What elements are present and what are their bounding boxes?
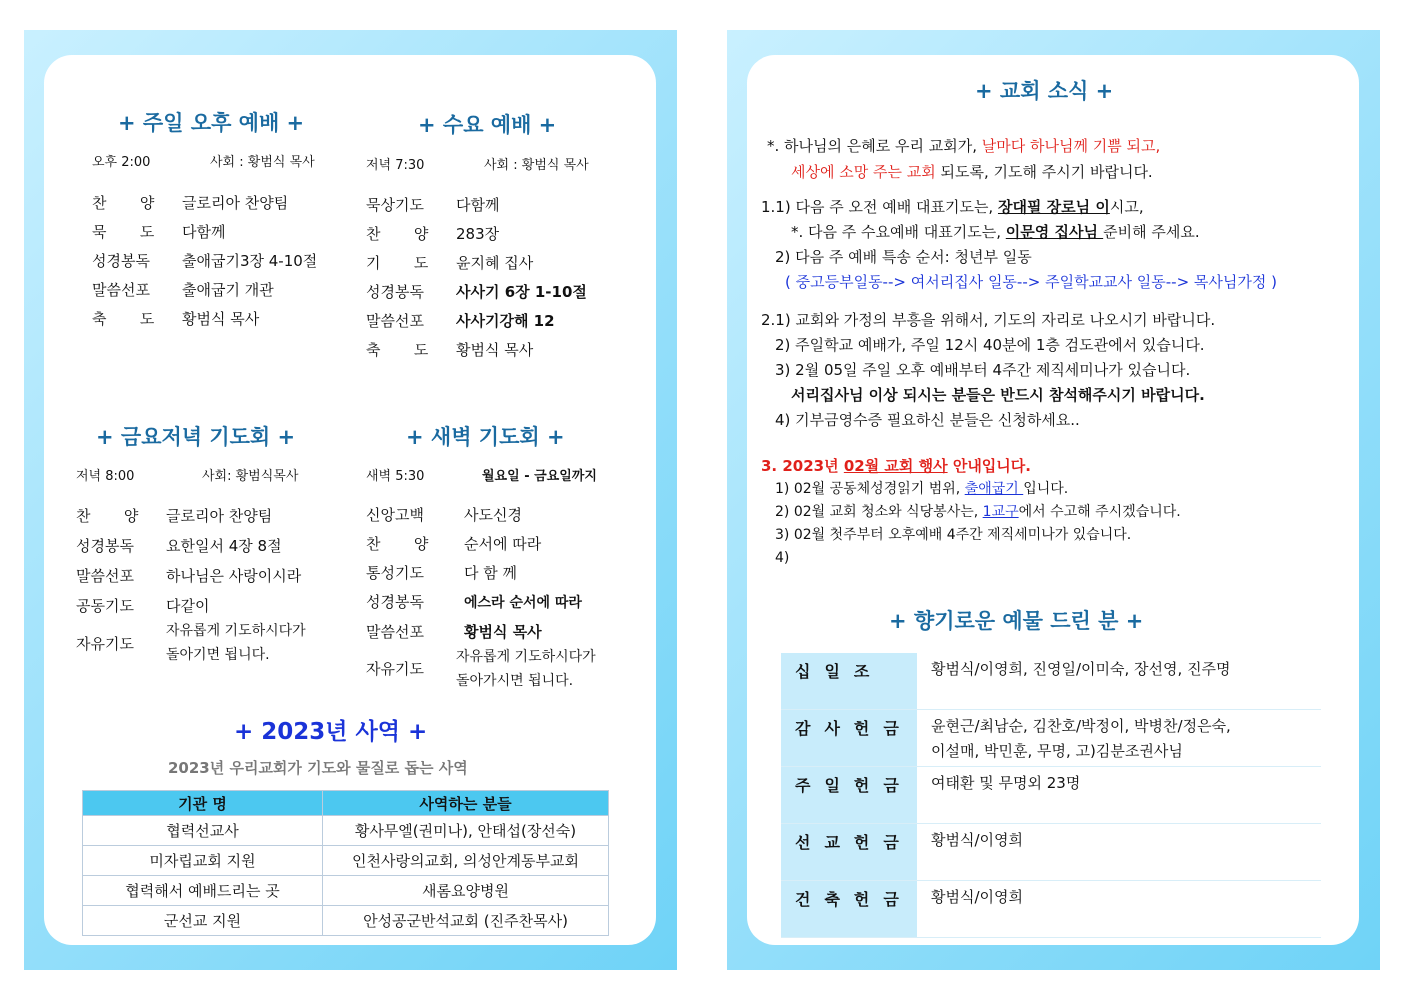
friday-order xyxy=(76,501,306,667)
left-card xyxy=(44,55,656,945)
sunday-pm-order xyxy=(92,189,317,334)
offering-title: + 향기로운 예물 드린 분 + xyxy=(889,609,1144,633)
order-row: 성경봉독 출애굽기3장 4-10절 xyxy=(92,252,318,270)
column-header: 기관 명 xyxy=(83,791,323,816)
offering-row: 십일조 황범식/이영희, 진영일/이미숙, 장선영, 진주명 xyxy=(781,653,1321,710)
wednesday-order xyxy=(366,191,587,365)
sunday-pm-title: + 주일 오후 예배 + xyxy=(118,111,305,135)
order-row: 성경봉독 에스라 순서에 따라 xyxy=(366,593,582,611)
order-row: 자유기도 자유롭게 기도하시다가 돌아기면 됩니다. xyxy=(76,623,306,663)
order-row: 신앙고백 사도신경 xyxy=(366,506,522,524)
table-row: 미자립교회 지원 인천사랑의교회, 의성안계동부교회 xyxy=(83,846,609,876)
left-panel xyxy=(24,30,677,970)
offering-row: 감사헌금 윤현근/최남순, 김찬호/박정이, 박병찬/정은숙, 이설매, 박민훈, 무명, 고)김분조권사님 xyxy=(781,710,1321,767)
wednesday-host: 사회 : 황범식 목사 xyxy=(484,158,589,173)
order-row: 축 도 황범식 목사 xyxy=(92,310,260,328)
friday-time: 저녁 8:00 xyxy=(76,469,135,484)
right-panel xyxy=(727,30,1380,970)
order-row: 말씀선포 황범식 목사 xyxy=(366,623,542,641)
friday-title: + 금요저녁 기도회 + xyxy=(96,425,296,449)
ministry-subtitle: 2023년 우리교회가 기도와 물질로 돕는 사역 xyxy=(168,759,468,777)
ministry-title: + 2023년 사역 + xyxy=(234,719,428,745)
order-row: 찬 양 순서에 따라 xyxy=(366,535,542,553)
news-section-3: 3. 2023년 02월 교회 행사 안내입니다. 1) 02월 공동체성경읽기 범위, 출애굽기 입니다. 2) 02월 교회 청소와 식당봉사는, 1교구에서 수고해 주시겠습니다. 3) 02월 첫주부터 오후예배 4주간 제직세미나가 있습니다. 4) xyxy=(761,457,1181,566)
offering-row: 건축헌금 황범식/이영희 xyxy=(781,881,1321,938)
wednesday-title: + 수요 예배 + xyxy=(418,113,557,137)
order-row: 묵상기도 다함께 xyxy=(366,196,500,214)
news-section-1: 1.1) 다음 주 오전 예배 대표기도는, 장대필 장로님 이시고, *. 다음 주 수요예배 대표기도는, 이문영 집사님 준비해 주세요. 2) 다음 주 예배 특송 순서: 청년부 일동 ( 중고등부일동--> 여서리집사 일동--> 주일학교교사 일동--> 목사님가정 ) xyxy=(761,198,1278,291)
dawn-host: 월요일 - 금요일까지 xyxy=(482,469,597,484)
news-intro: *. 하나님의 은혜로 우리 교회가, 날마다 하나님께 기쁨 되고, 세상에 소망 주는 교회 되도록, 기도해 주시기 바랍니다. xyxy=(767,137,1161,181)
dawn-order xyxy=(366,501,596,693)
order-row: 말씀선포 하나님은 사랑이시라 xyxy=(76,567,302,585)
dawn-title: + 새벽 기도회 + xyxy=(406,425,565,449)
offering-row: 주일헌금 여태환 및 무명외 23명 xyxy=(781,767,1321,824)
order-row: 성경봉독 사사기 6장 1-10절 xyxy=(366,283,587,301)
table-header-row xyxy=(83,791,609,816)
sunday-pm-time: 오후 2:00 xyxy=(92,155,151,170)
table-row: 군선교 지원 안성공군반석교회 (진주찬목사) xyxy=(83,906,609,936)
order-row: 성경봉독 요한일서 4장 8절 xyxy=(76,537,282,555)
ministry-table xyxy=(82,790,609,936)
order-row: 축 도 황범식 목사 xyxy=(366,341,534,359)
order-row: 통성기도 다 함 께 xyxy=(366,564,518,582)
friday-host: 사회: 황범식목사 xyxy=(202,469,299,484)
order-row: 자유기도 자유롭게 기도하시다가 돌아가시면 됩니다. xyxy=(366,649,596,689)
news-title: + 교회 소식 + xyxy=(975,79,1114,103)
order-row: 찬 양 글로리아 찬양팀 xyxy=(76,507,273,525)
order-row: 공동기도 다같이 xyxy=(76,597,210,615)
order-row: 말씀선포 출애굽기 개관 xyxy=(92,281,274,299)
offering-table xyxy=(781,653,1321,938)
order-row: 찬 양 글로리아 찬양팀 xyxy=(92,194,289,212)
right-card xyxy=(747,55,1359,945)
wednesday-time: 저녁 7:30 xyxy=(366,158,425,173)
order-row: 찬 양 283장 xyxy=(366,225,500,243)
table-row: 협력선교사 황사무엘(권미나), 안태섭(장선숙) xyxy=(83,816,609,846)
table-row: 협력해서 예배드리는 곳 새롬요양병원 xyxy=(83,876,609,906)
order-row: 묵 도 다함께 xyxy=(92,223,226,241)
offering-row: 선교헌금 황범식/이영희 xyxy=(781,824,1321,881)
sunday-pm-host: 사회 : 황범식 목사 xyxy=(210,155,315,170)
column-header: 사역하는 분들 xyxy=(323,791,609,816)
news-section-2: 2.1) 교회와 가정의 부흥을 위해서, 기도의 자리로 나오시기 바랍니다. 2) 주일학교 예배가, 주일 12시 40분에 1층 검도관에서 있습니다. 3) 2월 05일 주일 오후 예배부터 4주간 제직세미나가 있습니다. 서리집사님 이상 되시는 분들은 반드시 참석해주시기 바랍니다. 4) 기부금영수증 필요하신 분들은 신청하세요.. xyxy=(761,311,1216,429)
order-row: 기 도 윤지혜 집사 xyxy=(366,254,534,272)
order-row: 말씀선포 사사기강해 12 xyxy=(366,312,555,330)
dawn-time: 새벽 5:30 xyxy=(366,469,425,484)
